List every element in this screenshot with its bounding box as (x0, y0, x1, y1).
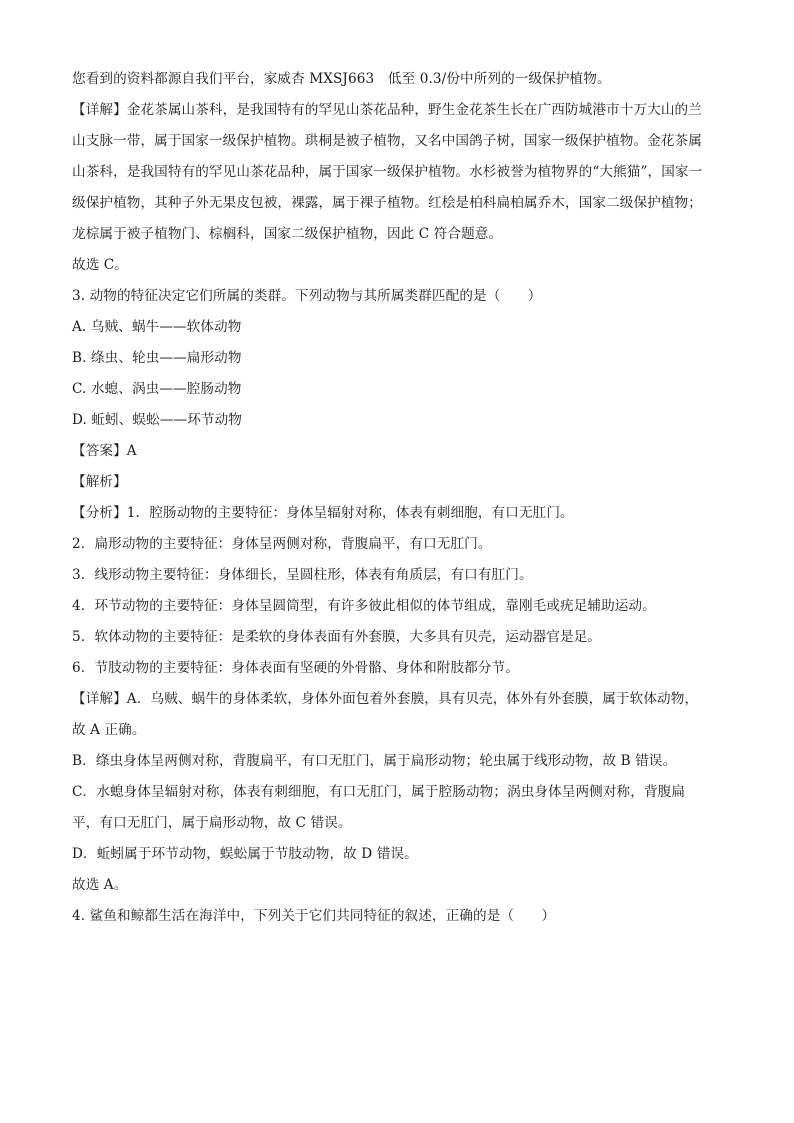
text-line: 龙棕属于被子植物门、棕榈科，国家二级保护植物，因此 C 符合题意。 (72, 226, 503, 242)
text-line: 故 A 正确。 (72, 722, 146, 738)
text-line: D．蚯蚓属于环节动物，蜈蚣属于节肢动物，故 D 错误。 (72, 846, 418, 862)
document-page (72, 64, 732, 932)
text-line: 2．扁形动物的主要特征：身体呈两侧对称，背腹扁平，有口无肛门。 (72, 536, 492, 552)
option-c: C. 水螅、涡虫——腔肠动物 (72, 381, 242, 397)
text-line: 4．环节动物的主要特征：身体呈圆筒型，有许多彼此相似的体节组成，靠刚毛或疣足辅助运动。 (72, 598, 656, 614)
text-line: 5．软体动物的主要特征：是柔软的身体表面有外套膜，大多具有贝壳，运动器官是足。 (72, 629, 602, 645)
option-a: A. 乌贼、蜗牛——软体动物 (72, 319, 242, 335)
text-line: 故选 A。 (72, 877, 128, 893)
text-line: 山支脉一带，属于国家一级保护植物。珙桐是被子植物，又名中国鸽子树，国家一级保护植物。金花茶属 (72, 133, 702, 149)
question-stem: 4. 鲨鱼和鲸都生活在海洋中，下列关于它们共同特征的叙述，正确的是（ ） (72, 908, 556, 924)
text-line: 【详解】A．乌贼、蜗牛的身体柔软，身体外面包着外套膜，具有贝壳，体外有外套膜，属于软体动物， (72, 691, 699, 707)
text-line: 【详解】金花茶属山茶科，是我国特有的罕见山茶花品种，野生金花茶生长在广西防城港市十万大山的兰 (72, 102, 702, 118)
text-line: 3．线形动物主要特征：身体细长，呈圆柱形，体表有角质层，有口有肛门。 (72, 567, 533, 583)
text-line: B．绦虫身体呈两侧对称，背腹扁平，有口无肛门，属于扁形动物；轮虫属于线形动物，故 B 错误。 (72, 753, 677, 769)
answer-line: 【答案】A (72, 443, 137, 459)
question-stem: 3. 动物的特征决定它们所属的类群。下列动物与其所属类群匹配的是（ ） (72, 288, 542, 304)
text-line: 级保护植物，其种子外无果皮包被，裸露，属于裸子植物。红桧是柏科扁柏属乔木，国家二级保护植物； (72, 195, 702, 211)
option-d: D. 蚯蚓、蜈蚣——环节动物 (72, 412, 242, 428)
text-line: 6．节肢动物的主要特征：身体表面有坚硬的外骨骼、身体和附肢都分节。 (72, 660, 519, 676)
option-b: B. 绦虫、轮虫——扁形动物 (72, 350, 242, 366)
analysis-heading: 【解析】 (72, 474, 127, 490)
text-line: 山茶科，是我国特有的罕见山茶花品种，属于国家一级保护植物。水杉被誉为植物界的“大熊猫”，国家一 (72, 164, 703, 180)
text-line: 您看到的资料都源自我们平台，家威杏 MXSJ663 低至 0.3/份中所列的一级保护植物。 (72, 71, 611, 87)
text-line: 故选 C。 (72, 257, 129, 273)
text-line: C．水螅身体呈辐射对称，体表有刺细胞，有口无肛门，属于腔肠动物；涡虫身体呈两侧对称，背腹扁 (72, 784, 686, 800)
text-line: 【分析】1．腔肠动物的主要特征：身体呈辐射对称，体表有刺细胞，有口无肛门。 (72, 505, 574, 521)
text-line: 平，有口无肛门，属于扁形动物，故 C 错误。 (72, 815, 352, 831)
